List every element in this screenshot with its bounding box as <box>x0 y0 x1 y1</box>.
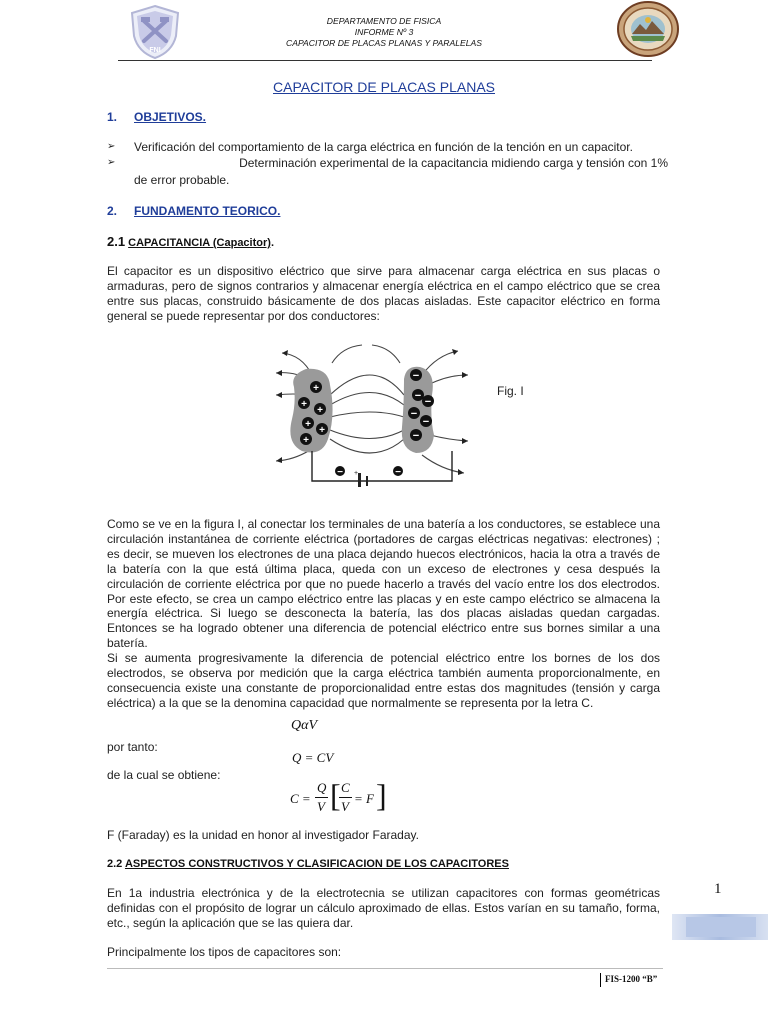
svg-text:+: + <box>305 419 311 430</box>
section-objetivos-heading: 1. OBJETIVOS. <box>107 110 207 124</box>
section-fundamento-heading: 2. FUNDAMENTO TEORICO. <box>107 204 281 218</box>
figure-caption: Fig. I <box>497 384 524 398</box>
arrow-bullet-icon: ➢ <box>107 141 116 152</box>
svg-text:−: − <box>424 396 432 408</box>
footer-divider <box>107 968 663 969</box>
subsection-2-2-heading: 2.2 ASPECTOS CONSTRUCTIVOS Y CLASIFICACION DE LOS CAPACITORES <box>107 858 509 870</box>
paragraph-industry: En 1a industria electrónica y de la electrotecnia se utilizan capacitores con formas geométricas definidas con el propósito de lograr un cálculo aproximado de ellas. Estos varían en su tamaño, forma, etc., según la aplicación que se las quiera dar. <box>107 886 660 930</box>
svg-text:−: − <box>412 430 420 442</box>
equation-q-cv: Q = CV <box>292 750 334 765</box>
paragraph-proportionality: Si se aumenta progresivamente la diferencia de potencial eléctrico entre los bornes de los dos electrodos, se observa por medición que la carga eléctrica también aumenta proporcionalmente, en consecuencia existe una constante de proporcionalidad entre estas dos magnitudes (tensión y carga eléctrica) a la que se la denomina capacidad que normalmente se representa por la letra C. <box>107 651 660 710</box>
page-number: 1 <box>714 881 722 897</box>
subsection-2-1-heading: 2.1 CAPACITANCIA (Capacitor). <box>107 234 274 249</box>
paragraph-faraday: F (Faraday) es la unidad en honor al investigador Faraday. <box>107 828 419 842</box>
paragraph-types: Principalmente los tipos de capacitores son: <box>107 945 342 959</box>
svg-text:−: − <box>412 370 420 382</box>
equation-capacitance: C = Q V [ C V = F ] <box>290 777 387 814</box>
arrow-bullet-icon: ➢ <box>107 157 116 168</box>
svg-text:+: + <box>301 399 307 410</box>
svg-text:+: + <box>313 383 319 394</box>
header-divider <box>118 60 652 61</box>
svg-text:−: − <box>337 467 343 478</box>
svg-text:−: − <box>395 467 401 478</box>
document-page: FNI DEPARTAMENTO DE FISICA INFORME Nº 3 CAPACITOR DE PLACAS PLANAS Y PARALELAS CAPACITOR DE PLACAS PLANAS 1. OBJETIVOS. ➢ Verificación del comportamiento de la carga eléctrica en función de la tención en un capacitor. ➢ Determinación experimental de la capacitancia midiendo carga y tensión con 1% de error probable. 2. FUNDAMENTO TEORICO. 2.1 CAPACITANCIA (Capacitor). El capacitor es un dispositivo eléctrico que sirve para almacenar carga eléctrica en sus placas o armaduras, pero de signos contrarios y almacenar energía eléctrica en el campo eléctrico que se crea entre sus placas, construido básicamente de dos placas aisladas. Este capacitor eléctrico en forma general se puede representar por dos conductores: + + + + + + − − − − − − + − − Fig. I Como se ve en la figura I, al conectar los terminales de una batería a los conductores, se establece una circulación instantánea de corriente eléctrica (portadores de cargas eléctricas negativas: electrones) ; es decir, se mueven los electrones de una placa dejando huecos electrónicos, hacia la otra a través de la batería con la que está última placa, queda con un exceso de electrones y cesa después la circulación de corriente eléctrica por que no puede hacerlo a través del vacío entre los dos electrodos. Por este efecto, se crea un campo eléctrico entre las placas y en este campo eléctrico se almacena la energía eléctrica. Si luego se desconecta la batería, las dos placas aisladas quedan cargadas. Entonces se ha logrado obtener una diferencia de potencial eléctrico entre sus bornes similar a una batería. Si se aumenta progresivamente la diferencia de potencial eléctrico entre los bornes de los dos electrodos, se observa por medición que la carga eléctrica también aumenta proporcionalmente, en consecuencia existe una constante de proporcionalidad entre estas dos magnitudes (tensión y carga eléctrica) a la que se la denomina capacidad que normalmente se representa por la letra C. QαV por tanto: Q = CV de la cual se obtiene: C = Q V [ C V = F ] F (Faraday) es la unidad en honor al investigador Faraday. 2.2 ASPECTOS CONSTRUCTIVOS Y CLASIFICACION DE LOS CAPACITORES En 1a industria electrónica y de la electrotecnia se utilizan capacitores con formas geométricas definidas con el propósito de lograr un cálculo aproximado de ellas. Estos varían en su tamaño, forma, etc., según la aplicación que se las quiera dar. Principalmente los tipos de capacitores son: 1 FIS-1200 “B” <box>0 0 768 1024</box>
svg-text:−: − <box>414 390 422 402</box>
report-header <box>230 16 538 49</box>
report-subject: CAPACITOR DE PLACAS PLANAS Y PARALELAS <box>286 38 482 48</box>
department-name: DEPARTAMENTO DE FISICA <box>326 16 442 26</box>
svg-text:+: + <box>354 470 359 477</box>
paragraph-battery-explanation: Como se ve en la figura I, al conectar los terminales de una batería a los conductores, se establece una circulación instantánea de corriente eléctrica (portadores de cargas eléctricas negativas: electrones) ; es decir, se mueven los electrones de una placa dejando huecos electrónicos, hacia la otra a través de la batería con la que está última placa, queda con un exceso de electrones y cesa después la circulación de corriente eléctrica por que no puede hacerlo a través del vacío entre los dos electrodos. Por este efecto, se crea un campo eléctrico entre las placas y en este campo eléctrico se almacena la energía eléctrica. Si luego se desconecta la batería, las dos placas aisladas quedan cargadas. Entonces se ha logrado obtener una diferencia de potencial eléctrico entre sus bornes similar a una batería. <box>107 517 660 651</box>
equation-proportional: QαV <box>291 718 318 733</box>
svg-text:+: + <box>317 405 323 416</box>
paragraph-capacitor-definition: El capacitor es un dispositivo eléctrico que sirve para almacenar carga eléctrica en sus placas o armaduras, pero de signos contrarios y almacenar energía eléctrica en el campo eléctrico que se crea entre sus placas, construido básicamente de dos placas aisladas. Este capacitor eléctrico en forma general se puede representar por dos conductores: <box>107 264 660 323</box>
report-number: INFORME Nº 3 <box>354 27 414 37</box>
label-por-tanto: por tanto: <box>107 740 158 754</box>
label-de-la-cual: de la cual se obtiene: <box>107 768 221 782</box>
svg-text:+: + <box>319 425 325 436</box>
course-code: FIS-1200 “B” <box>605 974 658 984</box>
document-title: CAPACITOR DE PLACAS PLANAS <box>273 79 495 95</box>
svg-text:−: − <box>410 408 418 420</box>
svg-text:FNI: FNI <box>149 47 161 54</box>
footer-separator-bar <box>600 973 601 987</box>
capacitor-field-figure <box>272 335 472 487</box>
university-seal-logo <box>616 0 680 58</box>
svg-text:−: − <box>422 416 430 428</box>
faculty-shield-logo <box>128 4 182 60</box>
decorative-gradient-shape <box>672 912 768 942</box>
svg-text:+: + <box>303 435 309 446</box>
